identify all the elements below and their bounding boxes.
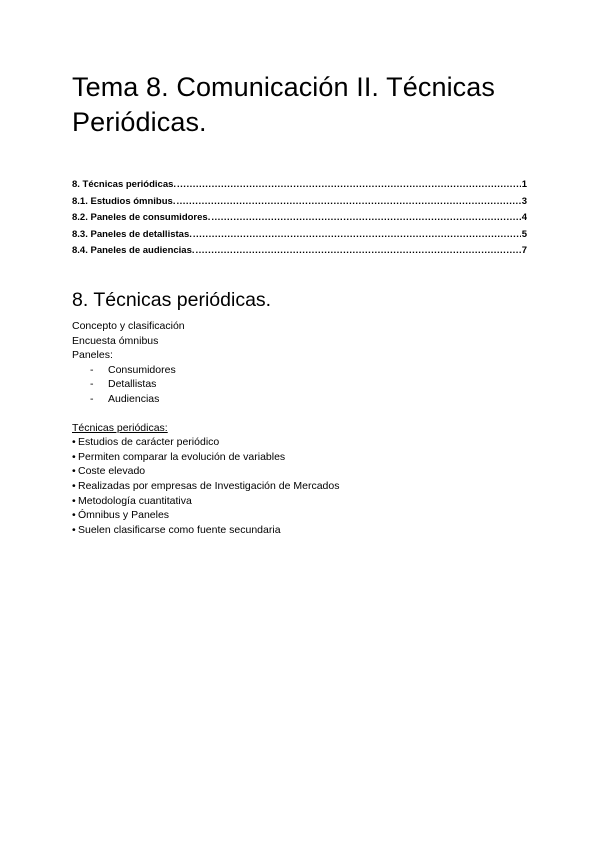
toc-entry-label: 8.1. Estudios ómnibus. — [72, 195, 176, 207]
bullet-icon: • — [72, 509, 76, 522]
toc-entry-label: 8.3. Paneles de detallistas. — [72, 228, 192, 240]
list-item-text: Consumidores — [108, 363, 176, 376]
dash-marker: - — [90, 378, 94, 391]
table-of-contents — [72, 177, 527, 260]
section-body — [72, 319, 532, 537]
bullet-text: Metodología cuantitativa — [78, 494, 192, 507]
toc-entry-page: 5 — [521, 228, 527, 240]
toc-entry-label: 8.2. Paneles de consumidores. — [72, 212, 211, 223]
bullet-item — [72, 494, 532, 509]
list-item-text: Audiencias — [108, 392, 160, 405]
toc-entry[interactable] — [72, 194, 527, 211]
toc-entry-label: 8.4. Paneles de audiencias. — [72, 245, 195, 256]
toc-entry[interactable] — [72, 227, 527, 244]
bullet-icon: • — [72, 479, 76, 492]
bullet-item — [72, 479, 532, 494]
document-title: Tema 8. Comunicación II. Técnicas Periódicas. — [72, 72, 495, 137]
toc-leader-dots — [177, 177, 521, 194]
bullet-icon: • — [72, 523, 76, 536]
bullet-text: Estudios de carácter periódico — [78, 436, 220, 449]
bullet-text: Permiten comparar la evolución de variables — [78, 450, 286, 463]
bullet-item — [72, 435, 532, 450]
section-heading: 8. Técnicas periódicas. — [72, 289, 272, 311]
subheading: Técnicas periódicas: — [72, 421, 168, 434]
dash-marker: - — [90, 392, 94, 405]
spacer — [72, 407, 532, 421]
toc-entry-label: 8. Técnicas periódicas. — [72, 179, 177, 190]
toc-leader-dots — [196, 243, 521, 260]
toc-entry[interactable] — [72, 243, 527, 260]
bullet-item — [72, 508, 532, 523]
dash-marker: - — [90, 363, 94, 376]
bullet-item — [72, 450, 532, 465]
list-item — [72, 392, 532, 407]
intro-line: Paneles: — [72, 349, 113, 362]
toc-entry-page: 7 — [521, 245, 527, 256]
toc-leader-dots — [176, 194, 520, 211]
intro-line: Encuesta ómnibus — [72, 334, 159, 347]
list-item — [72, 377, 532, 392]
bullet-text: Coste elevado — [78, 465, 146, 478]
toc-entry-page: 3 — [521, 195, 527, 207]
bullet-text: Ómnibus y Paneles — [78, 509, 170, 522]
intro-line: Concepto y clasificación — [72, 320, 185, 332]
bullet-icon: • — [72, 450, 76, 463]
bullet-text: Realizadas por empresas de Investigación de Mercados — [78, 479, 340, 492]
toc-leader-dots — [211, 210, 520, 227]
toc-entry-page: 4 — [521, 212, 527, 223]
bullet-icon: • — [72, 436, 76, 449]
bullet-icon: • — [72, 465, 76, 478]
bullet-item — [72, 464, 532, 479]
toc-entry[interactable] — [72, 210, 527, 227]
toc-entry-page: 1 — [521, 179, 527, 190]
bullet-item — [72, 523, 532, 538]
toc-leader-dots — [193, 227, 521, 244]
list-item — [72, 363, 532, 378]
bullet-text: Suelen clasificarse como fuente secundaria — [78, 523, 281, 536]
bullet-icon: • — [72, 494, 76, 507]
toc-entry[interactable] — [72, 177, 527, 194]
list-item-text: Detallistas — [108, 378, 157, 391]
